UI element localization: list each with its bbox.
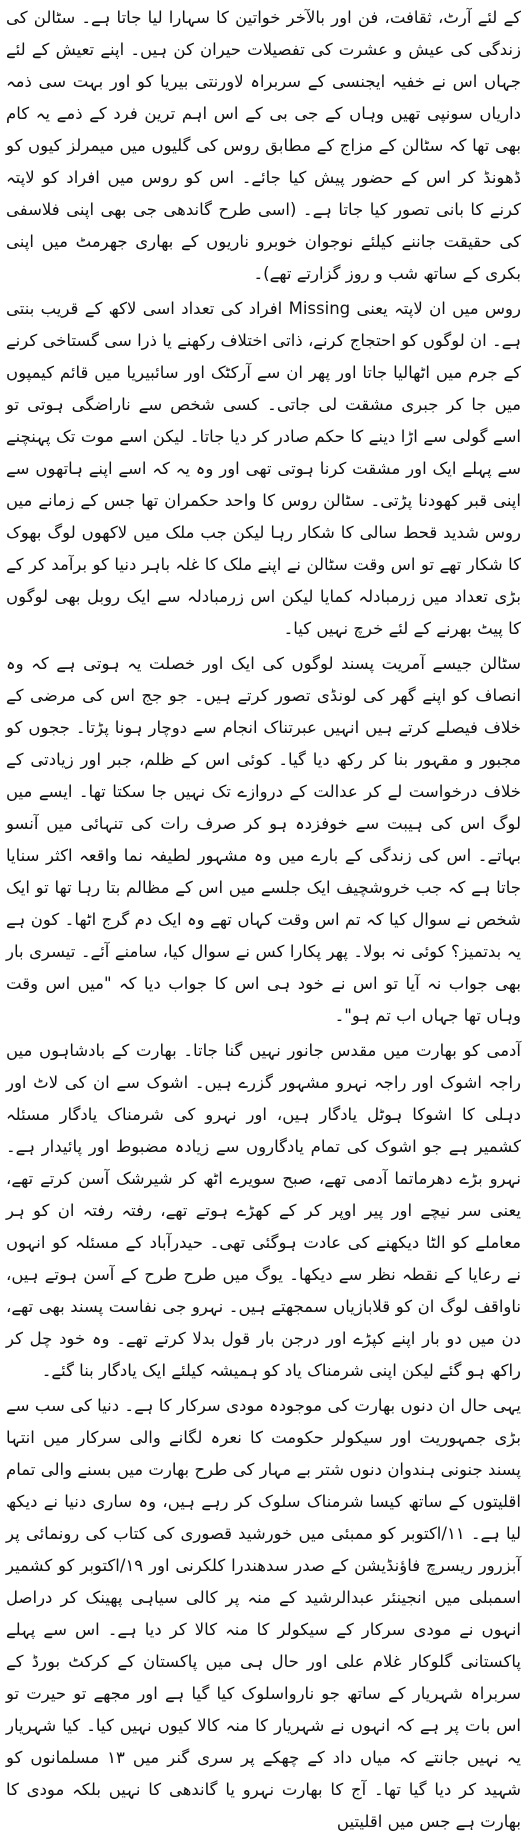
article-paragraph: سٹالن جیسے آمریت پسند لوگوں کی ایک اور خصلت یہ ہوتی ہے کہ وہ انصاف کو اپنے گھر کی لونڈی تصور کرتے ہیں۔ جو جج اس کی مرضی کے خلاف فیصلے کرتے ہیں انہیں عبرتناک انجام سے دوچار ہونا پڑتا۔ ججوں کو مجبور و مقہور بنا کر رکھ دیا گیا۔ کوئی اس کے ظلم، جبر اور زیادتی کے خلاف درخواست لے کر عدالت کے دروازے تک نہیں جا سکتا تھا۔ ایسے میں لوگ اس کی ہیبت سے خوفزدہ ہو کر صرف رات کی تنہائی میں آنسو بہاتے۔ اس کی زندگی کے بارے میں وہ مشہور لطیفہ نما واقعہ اکثر سنایا جاتا ہے کہ جب خروشچیف ایک جلسے میں اس کے مظالم بتا رہا تھا تو ایک شخص نے سوال کیا کہ تم اس وقت کہاں تھے وہ ایک دم گرج اٹھا۔ کون ہے یہ بدتمیز؟ کوئی نہ بولا۔ پھر پکارا کس نے سوال کیا، سامنے آئے۔ تیسری بار بھی جواب نہ آیا تو اس نے خود ہی اس کا جواب دیا کہ "میں اس وقت وہاں تھا جہاں اب تم ہو"۔	[6, 654, 521, 1025]
article-paragraph: یہی حال ان دنوں بھارت کی موجودہ مودی سرکار کا ہے۔ دنیا کی سب سے بڑی جمہوریت اور سیکولر حکومت کا نعرہ لگانے والی سرکار میں انتہا پسند جنونی ہندوان دنوں شتر بے مہار کی طرح بھارت میں بسنے والی تمام اقلیتوں کے ساتھ کیسا شرمناک سلوک کر رہے ہیں، وہ ساری دنیا نے دیکھ لیا ہے۔ ۱۱/اکتوبر کو ممبئی میں خورشید قصوری کی کتاب کی رونمائی پر آبزرور ریسرچ فاؤنڈیشن کے صدر سدھندرا کلکرنی اور ۱۹/اکتوبر کو کشمیر اسمبلی میں انجینئر عبدالرشید کے منہ پر کالی سیاہی پھینک کر دراصل انہوں نے مودی سرکار کے سیکولر کا منہ کالا کر دیا ہے۔ اس سے پہلے پاکستانی گلوکار غلام علی اور حال ہی میں پاکستان کے کرکٹ بورڈ کے سربراہ شہریار کے ساتھ جو نارواسلوک کیا گیا ہے اور مجھے تو حیرت تو اس بات پر ہے کہ انہوں نے شہریار کا منہ کالا کیوں نہیں کیا۔ کیا شہریار یہ نہیں جانتے کہ میاں داد کے چھکے پر سری گنر میں ۱۳ مسلمانوں کو شہید کر دیا گیا تھا۔ آج کا بھارت نہرو یا گاندھی کا نہیں بلکہ مودی کا بھارت ہے جس میں اقلیتیں	[6, 1396, 522, 1831]
article-paragraph: آدمی کو بھارت میں مقدس جانور نہیں گنا جاتا۔ بھارت کے بادشاہوں میں راجہ اشوک اور راجہ نہرو مشہور گزرے ہیں۔ اشوک سے ان کی لاٹ اور دہلی کا اشوکا ہوٹل یادگار ہیں، اور نہرو کی شرمناک یادگار مسئلہ کشمیر ہے جو اشوک کی تمام یادگاروں سے زیادہ مضبوط اور پائیدار ہے۔ نہرو بڑے دھرماتما آدمی تھے، صبح سویرے اٹھ کر شیرشک آسن کرتے تھے، یعنی سر نیچے اور پیر اوپر کر کے کھڑے ہوتے تھے، رفتہ رفتہ ان کو ہر معاملے کو الٹا دیکھنے کی عادت ہوگئی تھی۔ حیدرآباد کے مسئلہ کو انہوں نے رعایا کے نقطہ نظر سے دیکھا۔ یوگ میں طرح طرح کے آسن ہوتے ہیں، ناواقف لوگ ان کو قلابازیاں سمجھتے ہیں۔ نہرو جی نفاست پسند بھی تھے، دن میں دو بار اپنے کپڑے اور درجن بار قول بدلا کرتے تھے۔ وہ خود چل کر راکھ ہو گئے لیکن اپنی شرمناک یاد کو ہمیشہ کیلئے ایک یادگار بنا گئے۔	[6, 1041, 521, 1380]
article-paragraph: روس میں ان لاپتہ یعنی Missing افراد کی تعداد اسی لاکھ کے قریب بنتی ہے۔ ان لوگوں کو احتجاج کرنے، ذاتی اختلاف رکھنے یا ذرا سی گستاخی کرنے کے جرم میں اٹھالیا جاتا اور پھر ان سے آرکٹک اور سائبیریا میں قائم کیمپوں میں جا کر جبری مشقت لی جاتی۔ کسی شخص سے ناراضگی ہوتی تو اسے گولی سے اڑا دینے کا حکم صادر کر دیا جاتا۔ لیکن اسے موت تک پہنچنے سے پہلے ایک اور مشقت کرنا ہوتی تھی اور وہ یہ کہ اسے اپنے ہاتھوں سے اپنی قبر کھودنا پڑتی۔ سٹالن روس کا واحد حکمران تھا جس کے زمانے میں روس شدید قحط سالی کا شکار رہا لیکن جب ملک میں لاکھوں لوگ بھوک کا شکار تھے تو اس وقت سٹالن نے اپنے ملک کا غلہ باہر دنیا کو برآمد کر کے بڑی تعداد میں زرمبادلہ کمایا لیکن اس زرمبادلہ سے ایک روبل بھی لوگوں کا پیٹ بھرنے کے لئے خرچ نہیں کیا۔	[6, 299, 521, 638]
article-paragraph: کے لئے آرٹ، ثقافت، فن اور بالآخر خواتین کا سہارا لیا جاتا ہے۔ سٹالن کی زندگی کی عیش و عشرت کی تفصیلات حیران کن ہیں۔ اپنے تعیش کے لئے جہاں اس نے خفیہ ایجنسی کے سربراہ لاورنتی بیریا کو اور بہت سی ذمہ داریاں سونپی تھیں وہاں کے جی بی کے اس اہم ترین فرد کے ذمے یہ کام بھی تھا کہ سٹالن کے مزاج کے مطابق روس کی گلیوں میں میمرلز کیوں کو ڈھونڈ کر اس کے حضور پیش کیا جائے۔ اس کو روس میں افراد کو لاپتہ کرنے کا بانی تصور کیا جاتا ہے۔ (اسی طرح گاندھی جی بھی اپنی فلاسفی کی حقیقت جاننے کیلئے نوجوان خوبرو ناریوں کے بھاری جھرمٹ میں اپنی بکری کے ساتھ شب و روز گزارتے تھے)۔	[6, 8, 521, 283]
